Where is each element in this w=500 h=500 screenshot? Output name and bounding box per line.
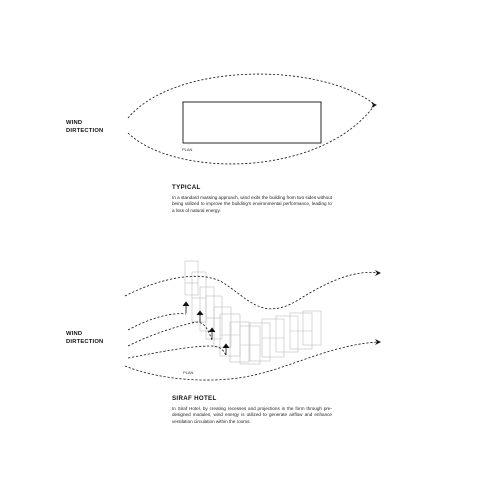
wind-label-line2: DIRTECTION: [66, 128, 104, 134]
wind-label-line2: DIRTECTION: [66, 339, 104, 345]
building-module: [185, 261, 198, 295]
typical-wind-arrowhead: [371, 102, 377, 108]
wind-label-line1: WIND: [66, 331, 83, 337]
typical-wind-path-lower: [128, 106, 374, 164]
siraf-building-modules: [185, 261, 321, 364]
typical-heading: TYPICAL: [172, 184, 201, 191]
siraf-arrowheads: [375, 270, 381, 345]
siraf-description: In Siraf Hotel, by creating recesses and projections in the form through pre-designed modules, wind energy is utilized to generate airflow and enhance ventilation circulation within the rooms.: [172, 406, 332, 424]
siraf-wind-path-inlet-2: [128, 322, 212, 346]
typical-diagram: [128, 74, 377, 164]
building-module: [276, 316, 298, 352]
typical-plan-label: PLAN: [182, 147, 193, 152]
siraf-wind-arrowhead-top: [375, 270, 381, 276]
typical-description: In a standard massing approach, wind exits the building from two sides without being utilized to improve the building's environmental performance, leading to a loss of natural energy.: [172, 195, 332, 213]
building-module: [214, 307, 231, 347]
siraf-wind-path-inlet-3: [128, 346, 226, 358]
inlet-arrow-head: [197, 311, 203, 315]
typical-building-rectangle: [183, 102, 321, 143]
building-module: [200, 287, 214, 331]
siraf-wind-path-inlet-1: [128, 314, 186, 330]
siraf-heading: SIRAF HOTEL: [172, 395, 217, 402]
inlet-arrow-head: [223, 344, 229, 348]
inlet-arrow-head: [183, 302, 189, 306]
typical-wind-path-upper: [128, 74, 374, 118]
siraf-wind-path-top: [125, 272, 378, 308]
typical-wind-direction-label: [66, 119, 103, 135]
wind-label-line1: WIND: [66, 120, 83, 126]
siraf-plan-label: PLAN: [183, 370, 194, 375]
siraf-wind-direction-label: [66, 330, 103, 346]
